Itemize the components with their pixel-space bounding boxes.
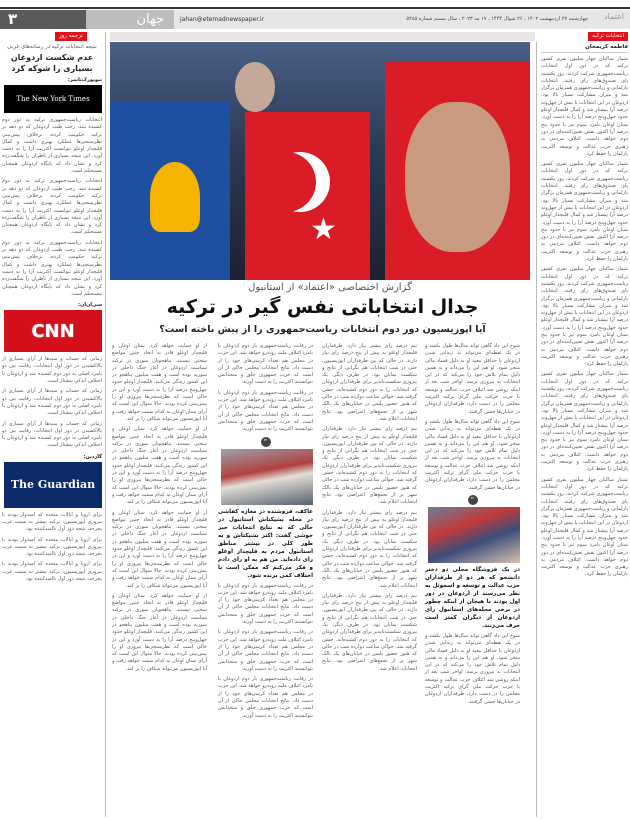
article-headline: جدال انتخاباتی نفس گیر در ترکیه — [166, 296, 479, 318]
article-column-1: شوخ این داد گاهی تواند سال‌ها طول بکشد و در یک نقطه‌ای می‌تواند به زندانی شدن اردوغان یا حداقل تبعید او به دلیل فساد مالی منجر شود. او هم این را می‌داند و به همین دلیل تمام تلاش خود را می‌کند که در این انتخابات به پیروزی برسد. اواخر شب بعد از اینکه روشن شد ائتلاف حزب عدالت و توسعه با حزب حرکت ملی گرای ترکیه اکثریت مجلس را در دست دارد، طرفداران اردوغان در خیابان‌ها جشن گرفتند. شوخ این داد گاهی تواند سال‌ها طول بکشد و در یک نقطه‌ای می‌تواند به زندانی شدن اردوغان یا حداقل تبعید او به دلیل فساد مالی منجر شود. او هم این را می‌داند و به همین دلیل تمام تلاش خود را می‌کند که در این انتخابات به پیروزی برسد. اواخر شب بعد از اینکه روشن شد ائتلاف حزب عدالت و توسعه با حزب حرکت ملی گرای ترکیه اکثریت مجلس را در دست دارد، طرفداران اردوغان در خیابان‌ها جشن گرفتند. ” در یک فروشگاه محلی دو دختر دانشجو که هر دو از طرفداران حزب عدالت و توسعه و اسموئل به نظر می‌رسند از اردوغان در دور اول بودند با هیجان از اینکه چطور در برخی محله‌های استانبول رای اردوغان از دیگران کمتر است حرف می‌زنند. شوخ این داد گاهی تواند سال‌ها طول بکشد و در یک نقطه‌ای می‌تواند به زندانی شدن اردوغان یا حداقل تبعید او به دلیل فساد مالی منجر شود. او هم این را می‌داند و به همین دلیل تمام تلاش خود را می‌کند که در این انتخابات به پیروزی برسد. اواخر شب بعد از اینکه روشن شد ائتلاف حزب عدالت و توسعه با حزب حرکت ملی گرای ترکیه اکثریت مجلس را در دست دارد، طرفداران اردوغان در خیابان‌ها جشن گرفتند. — [425, 343, 520, 705]
lightbulb-logo-icon — [150, 162, 200, 232]
quote-icon: ” — [261, 437, 271, 447]
photo-shop — [221, 449, 313, 505]
article-kicker: گزارش اختصاصی «اعتماد» از استانبول — [248, 282, 412, 293]
nyt-text: انتخابات ریاست‌جمهوری ترکیه به دور دوم کشیده شد. رجب طیب اردوغان که دو دهه بر ترکیه حکومت کرده، برخلاف پیش‌بینی نظرسنجی‌ها عملکرد بهتری داشت و کمال قلیچدار اوغلو نتوانست اکثریت آرا را به دست آورد. این نتیجه بسیاری از ناظران را شگفت‌زده کرد و نشان داد که پایگاه اردوغان همچنان مستحکم است. انتخابات ریاست‌جمهوری ترکیه به دور دوم کشیده شد. رجب طیب اردوغان که دو دهه بر ترکیه حکومت کرده، برخلاف پیش‌بینی نظرسنجی‌ها عملکرد بهتری داشت و کمال قلیچدار اوغلو نتوانست اکثریت آرا را به دست آورد. این نتیجه بسیاری از ناظران را شگفت‌زده کرد و نشان داد که پایگاه اردوغان همچنان مستحکم است. انتخابات ریاست‌جمهوری ترکیه به دور دوم کشیده شد. رجب طیب اردوغان که دو دهه بر ترکیه حکومت کرده، برخلاف پیش‌بینی نظرسنجی‌ها عملکرد بهتری داشت و کمال قلیچدار اوغلو نتوانست اکثریت آرا را به دست آورد. این نتیجه بسیاری از ناظران را شگفت‌زده کرد و نشان داد که پایگاه اردوغان همچنان مستحکم است. — [2, 117, 102, 297]
cnn-text: زمانی که حساب و سیه‌ها از آرای بسیاری از بالاکشیدن در دور اول انتخابات، رقابت بین دو نامزد اصلی به دور دوم کشیده شد و اردوغان با اختلاف اندکی پیشتاز است. زمانی که حساب و سیه‌ها از آرای بسیاری از بالاکشیدن در دور اول انتخابات، رقابت بین دو نامزد اصلی به دور دوم کشیده شد و اردوغان با اختلاف اندکی پیشتاز است. زمانی که حساب و سیه‌ها از آرای بسیاری از بالاکشیدن در دور اول انتخابات، رقابت بین دو نامزد اصلی به دور دوم کشیده شد و اردوغان با اختلاف اندکی پیشتاز است. — [2, 356, 102, 449]
left-column — [2, 44, 102, 586]
portrait-face — [405, 102, 510, 252]
star-icon: ★ — [310, 212, 337, 247]
guardian-text: برای اروپا و ایالات متحده که امیدوار بودند با پیروزی اپوزیسیون، ترکیه بیشتر به سمت غرب بچرخد، نتیجه دور اول ناامیدکننده بود. برای اروپا و ایالات متحده که امیدوار بودند با پیروزی اپوزیسیون، ترکیه بیشتر به سمت غرب بچرخد، نتیجه دور اول ناامیدکننده بود. برای اروپا و ایالات متحده که امیدوار بودند با پیروزی اپوزیسیون، ترکیه بیشتر به سمت غرب بچرخد، نتیجه دور اول ناامیدکننده بود. — [2, 511, 102, 583]
right-section-label: انتخابات ترکیه — [588, 32, 628, 41]
nyt-logo: The New York Times — [4, 85, 102, 113]
article-column-3: در رقابت ریاست‌جمهوری بار دوم اردوغان با نامزد ائتلاف ملت روبه‌رو خواهد شد. این حزب در مجلس هم تعداد کرسی‌های خود را از دست داد. نتایج انتخابات مجلس حاکی از آن است که حزب جمهوری خلق و متحدانش نتوانستند اکثریت را به دست آورند. در رقابت ریاست‌جمهوری بار دوم اردوغان با نامزد ائتلاف ملت روبه‌رو خواهد شد. این حزب در مجلس هم تعداد کرسی‌های خود را از دست داد. نتایج انتخابات مجلس حاکی از آن است که حزب جمهوری خلق و متحدانش نتوانستند اکثریت را به دست آورند. ” عاکف، فروشنده در مغازه کفاشی در محله بشیکتاش استانبول در حالی که به نتایج انتخابات خبر خوشی گفت: اکثر بشیکتاش و به طور کلی در بیشتر مناطق استانبول مردم به قلیچدار اوغلو رای داده‌اند. من هم به او رای دادم و فکر می‌کنم که ممکن است با اختلاف کمی برنده شود. در رقابت ریاست‌جمهوری بار دوم اردوغان با نامزد ائتلاف ملت روبه‌رو خواهد شد. این حزب در مجلس هم تعداد کرسی‌های خود را از دست داد. نتایج انتخابات مجلس حاکی از آن است که حزب جمهوری خلق و متحدانش نتوانستند اکثریت را به دست آورند. در رقابت ریاست‌جمهوری بار دوم اردوغان با نامزد ائتلاف ملت روبه‌رو خواهد شد. این حزب در مجلس هم تعداد کرسی‌های خود را از دست داد. نتایج انتخابات مجلس حاکی از آن است که حزب جمهوری خلق و متحدانش نتوانستند اکثریت را به دست آورند. در رقابت ریاست‌جمهوری بار دوم اردوغان با نامزد ائتلاف ملت روبه‌رو خواهد شد. این حزب در مجلس هم تعداد کرسی‌های خود را از دست داد. نتایج انتخابات مجلس حاکی از آن است که حزب جمهوری خلق و متحدانش نتوانستند اکثریت را به دست آورند. — [217, 343, 313, 719]
guardian-logo: The Guardian — [4, 462, 102, 508]
right-column — [541, 44, 628, 582]
quote-icon: ” — [468, 495, 478, 505]
page-number: ۳ — [0, 10, 86, 29]
author-name: فاطمه کریمخان — [541, 44, 628, 53]
photo-caption-2: عاکف، فروشنده در مغازه کفاشی در محله بشیکتاش استانبول در حالی که به نتایج انتخابات خبر خوشی گفت: اکثر بشیکتاش و به طور کلی در بیشتر مناطق استانبول مردم به قلیچدار اوغلو رای داده‌اند. من هم به او رای دادم و فکر می‌کنم که ممکن است با اختلاف کمی برنده شود. — [218, 508, 313, 579]
photo-caption-1: در یک فروشگاه محلی دو دختر دانشجو که هر دو از طرفداران حزب عدالت و توسعه و اسموئل به نظر می‌رسند از اردوغان در دور اول بودند با هیجان از اینکه چطور در برخی محله‌های استانبول رای اردوغان از دیگران کمتر است حرف می‌زنند. — [425, 566, 520, 629]
main-photo — [110, 42, 530, 280]
date-line: چهارشنبه ۲۷ اردیبهشت ۱۴۰۲ ، ۲۶ شوال ۱۴۴۴ ، ۱۷ مه ۲۰۲۳ ، سال بیستم شماره ۵۴۸۵ — [406, 16, 588, 22]
left-kicker: نتیجه انتخابات ترکیه در رسانه‌های غربی — [7, 44, 97, 50]
left-section-label: ترجمه روز — [55, 32, 87, 41]
cnn-label: سی‌ان‌ان: — [78, 302, 102, 309]
section-title: جهان — [86, 10, 174, 29]
article-subheadline: آیا اپوزیسیون دور دوم انتخابات ریاست‌جمهوری را از پیش باخته است؟ — [159, 324, 486, 335]
left-title: عدم شکست اردوغان بسیاری را شوکه کرد — [10, 53, 94, 73]
column-divider — [536, 42, 537, 817]
crescent-icon — [270, 152, 330, 212]
section-email: jahan@etemadnewspaper.ir — [180, 16, 265, 23]
photo-students — [428, 507, 520, 563]
section-bar — [110, 32, 535, 41]
top-rule — [0, 7, 630, 9]
right-article-text: شمار ساکنان چهار میلیون نفری کشور ترکیه که در دور اول انتخابات ریاست‌جمهوری شرکت کردند، روز یکشنبه پای صندوق‌های رای رفتند. انتخابات پارلمانی و ریاست‌جمهوری همزمان برگزار شد و میزان مشارکت بسیار بالا بود. اردوغان در این انتخابات با بیش از چهل‌ونه درصد آرا پیشتاز شد و کمال قلیچدار اوغلو حدود چهل‌وپنج درصد آرا را به دست آورد. سنان اوغان نامزد سوم نیز با حدود پنج درصد آرا اکنون نقش تعیین‌کننده‌ای در دور دوم خواهد داشت. ائتلاف مردمی به رهبری حزب عدالت و توسعه اکثریت پارلمان را حفظ کرد. شمار ساکنان چهار میلیون نفری کشور ترکیه که در دور اول انتخابات ریاست‌جمهوری شرکت کردند، روز یکشنبه پای صندوق‌های رای رفتند. انتخابات پارلمانی و ریاست‌جمهوری همزمان برگزار شد و میزان مشارکت بسیار بالا بود. اردوغان در این انتخابات با بیش از چهل‌ونه درصد آرا پیشتاز شد و کمال قلیچدار اوغلو حدود چهل‌وپنج درصد آرا را به دست آورد. سنان اوغان نامزد سوم نیز با حدود پنج درصد آرا اکنون نقش تعیین‌کننده‌ای در دور دوم خواهد داشت. ائتلاف مردمی به رهبری حزب عدالت و توسعه اکثریت پارلمان را حفظ کرد. شمار ساکنان چهار میلیون نفری کشور ترکیه که در دور اول انتخابات ریاست‌جمهوری شرکت کردند، روز یکشنبه پای صندوق‌های رای رفتند. انتخابات پارلمانی و ریاست‌جمهوری همزمان برگزار شد و میزان مشارکت بسیار بالا بود. اردوغان در این انتخابات با بیش از چهل‌ونه درصد آرا پیشتاز شد و کمال قلیچدار اوغلو حدود چهل‌وپنج درصد آرا را به دست آورد. سنان اوغان نامزد سوم نیز با حدود پنج درصد آرا اکنون نقش تعیین‌کننده‌ای در دور دوم خواهد داشت. ائتلاف مردمی به رهبری حزب عدالت و توسعه اکثریت پارلمان را حفظ کرد. شمار ساکنان چهار میلیون نفری کشور ترکیه که در دور اول انتخابات ریاست‌جمهوری شرکت کردند، روز یکشنبه پای صندوق‌های رای رفتند. انتخابات پارلمانی و ریاست‌جمهوری همزمان برگزار شد و میزان مشارکت بسیار بالا بود. اردوغان در این انتخابات با بیش از چهل‌ونه درصد آرا پیشتاز شد و کمال قلیچدار اوغلو حدود چهل‌وپنج درصد آرا را به دست آورد. سنان اوغان نامزد سوم نیز با حدود پنج درصد آرا اکنون نقش تعیین‌کننده‌ای در دور دوم خواهد داشت. ائتلاف مردمی به رهبری حزب عدالت و توسعه اکثریت پارلمان را حفظ کرد. شمار ساکنان چهار میلیون نفری کشور ترکیه که در دور اول انتخابات ریاست‌جمهوری شرکت کردند، روز یکشنبه پای صندوق‌های رای رفتند. انتخابات پارلمانی و ریاست‌جمهوری همزمان برگزار شد و میزان مشارکت بسیار بالا بود. اردوغان در این انتخابات با بیش از چهل‌ونه درصد آرا پیشتاز شد و کمال قلیچدار اوغلو حدود چهل‌وپنج درصد آرا را به دست آورد. سنان اوغان نامزد سوم نیز با حدود پنج درصد آرا اکنون نقش تعیین‌کننده‌ای در دور دوم خواهد داشت. ائتلاف مردمی به رهبری حزب عدالت و توسعه اکثریت پارلمان را حفظ کرد. — [541, 56, 628, 578]
newspaper-logo: اعتماد — [603, 12, 624, 21]
column-divider — [105, 32, 106, 817]
cnn-logo: CNN — [4, 310, 102, 352]
article-column-2: نیم درصد رای بیشتر نیاز دارد. طرفداران قلیچدار اوغلو به پیش از پنج درصد رای نیاز دارند. در حالی که بین طرفداران اپوزیسیون، حتی در شب انتخابات هم نگرانی از نتایج و شکست نمایان بود. در طرف دیگر، یک پیروزی شکست‌ناپذیر برای طرفداران اردوغان که انتخابات را به دور دوم کشیده‌اند، جشن گرفته شد. حوالی ساعت دوازده شب در حالی که هنوز حضور پلیس در خیابان‌های یک‌ بالک شهر پر از تجمع‌های اعتراضی بود، نتایج انتخابات اعلام شد. نیم درصد رای بیشتر نیاز دارد. طرفداران قلیچدار اوغلو به پیش از پنج درصد رای نیاز دارند. در حالی که بین طرفداران اپوزیسیون، حتی در شب انتخابات هم نگرانی از نتایج و شکست نمایان بود. در طرف دیگر، یک پیروزی شکست‌ناپذیر برای طرفداران اردوغان که انتخابات را به دور دوم کشیده‌اند، جشن گرفته شد. حوالی ساعت دوازده شب در حالی که هنوز حضور پلیس در خیابان‌های یک‌ بالک شهر پر از تجمع‌های اعتراضی بود، نتایج انتخابات اعلام شد. نیم درصد رای بیشتر نیاز دارد. طرفداران قلیچدار اوغلو به پیش از پنج درصد رای نیاز دارند. در حالی که بین طرفداران اپوزیسیون، حتی در شب انتخابات هم نگرانی از نتایج و شکست نمایان بود. در طرف دیگر، یک پیروزی شکست‌ناپذیر برای طرفداران اردوغان که انتخابات را به دور دوم کشیده‌اند، جشن گرفته شد. حوالی ساعت دوازده شب در حالی که هنوز حضور پلیس در خیابان‌های یک‌ بالک شهر پر از تجمع‌های اعتراضی بود، نتایج انتخابات اعلام شد. نیم درصد رای بیشتر نیاز دارد. طرفداران قلیچدار اوغلو به پیش از پنج درصد رای نیاز دارند. در حالی که بین طرفداران اپوزیسیون، حتی در شب انتخابات هم نگرانی از نتایج و شکست نمایان بود. در طرف دیگر، یک پیروزی شکست‌ناپذیر برای طرفداران اردوغان که انتخابات را به دور دوم کشیده‌اند، جشن گرفته شد. حوالی ساعت دوازده شب در حالی که هنوز حضور پلیس در خیابان‌های یک‌ بالک شهر پر از تجمع‌های اعتراضی بود، نتایج انتخابات اعلام شد. — [322, 343, 417, 672]
nyt-label: نیویورک‌تایمز: — [67, 77, 102, 83]
guardian-label: گاردین: — [83, 453, 102, 460]
person-head — [235, 62, 275, 112]
article-column-4: از او حمایت خواهد کرد. سنان اوغان و قلیچدار اوغلو قادر به اتخاذ چنین مواضع سختی نیستند. پناهجویان سوری در ترکیه سیاست اردوغان در آغاز جنگ داخلی در سوریه بوده است و هفت میلیون پناهجو در این کشور زندگی می‌کنند. قلیچدار اوغلو حدود چهل‌وپنج درصد آرا را به دست آورد و این در حالی است که نظرسنجی‌ها پیروزی او را پیش‌بینی کرده بودند. حالا سوال این است که آرای سنان اوغان به کدام سمت خواهد رفت و آیا اپوزیسیون می‌تواند شکاف را پر کند. از او حمایت خواهد کرد. سنان اوغان و قلیچدار اوغلو قادر به اتخاذ چنین مواضع سختی نیستند. پناهجویان سوری در ترکیه سیاست اردوغان در آغاز جنگ داخلی در سوریه بوده است و هفت میلیون پناهجو در این کشور زندگی می‌کنند. قلیچدار اوغلو حدود چهل‌وپنج درصد آرا را به دست آورد و این در حالی است که نظرسنجی‌ها پیروزی او را پیش‌بینی کرده بودند. حالا سوال این است که آرای سنان اوغان به کدام سمت خواهد رفت و آیا اپوزیسیون می‌تواند شکاف را پر کند. از او حمایت خواهد کرد. سنان اوغان و قلیچدار اوغلو قادر به اتخاذ چنین مواضع سختی نیستند. پناهجویان سوری در ترکیه سیاست اردوغان در آغاز جنگ داخلی در سوریه بوده است و هفت میلیون پناهجو در این کشور زندگی می‌کنند. قلیچدار اوغلو حدود چهل‌وپنج درصد آرا را به دست آورد و این در حالی است که نظرسنجی‌ها پیروزی او را پیش‌بینی کرده بودند. حالا سوال این است که آرای سنان اوغان به کدام سمت خواهد رفت و آیا اپوزیسیون می‌تواند شکاف را پر کند. از او حمایت خواهد کرد. سنان اوغان و قلیچدار اوغلو قادر به اتخاذ چنین مواضع سختی نیستند. پناهجویان سوری در ترکیه سیاست اردوغان در آغاز جنگ داخلی در سوریه بوده است و هفت میلیون پناهجو در این کشور زندگی می‌کنند. قلیچدار اوغلو حدود چهل‌وپنج درصد آرا را به دست آورد و این در حالی است که نظرسنجی‌ها پیروزی او را پیش‌بینی کرده بودند. حالا سوال این است که آرای سنان اوغان به کدام سمت خواهد رفت و آیا اپوزیسیون می‌تواند شکاف را پر کند. — [112, 343, 207, 672]
